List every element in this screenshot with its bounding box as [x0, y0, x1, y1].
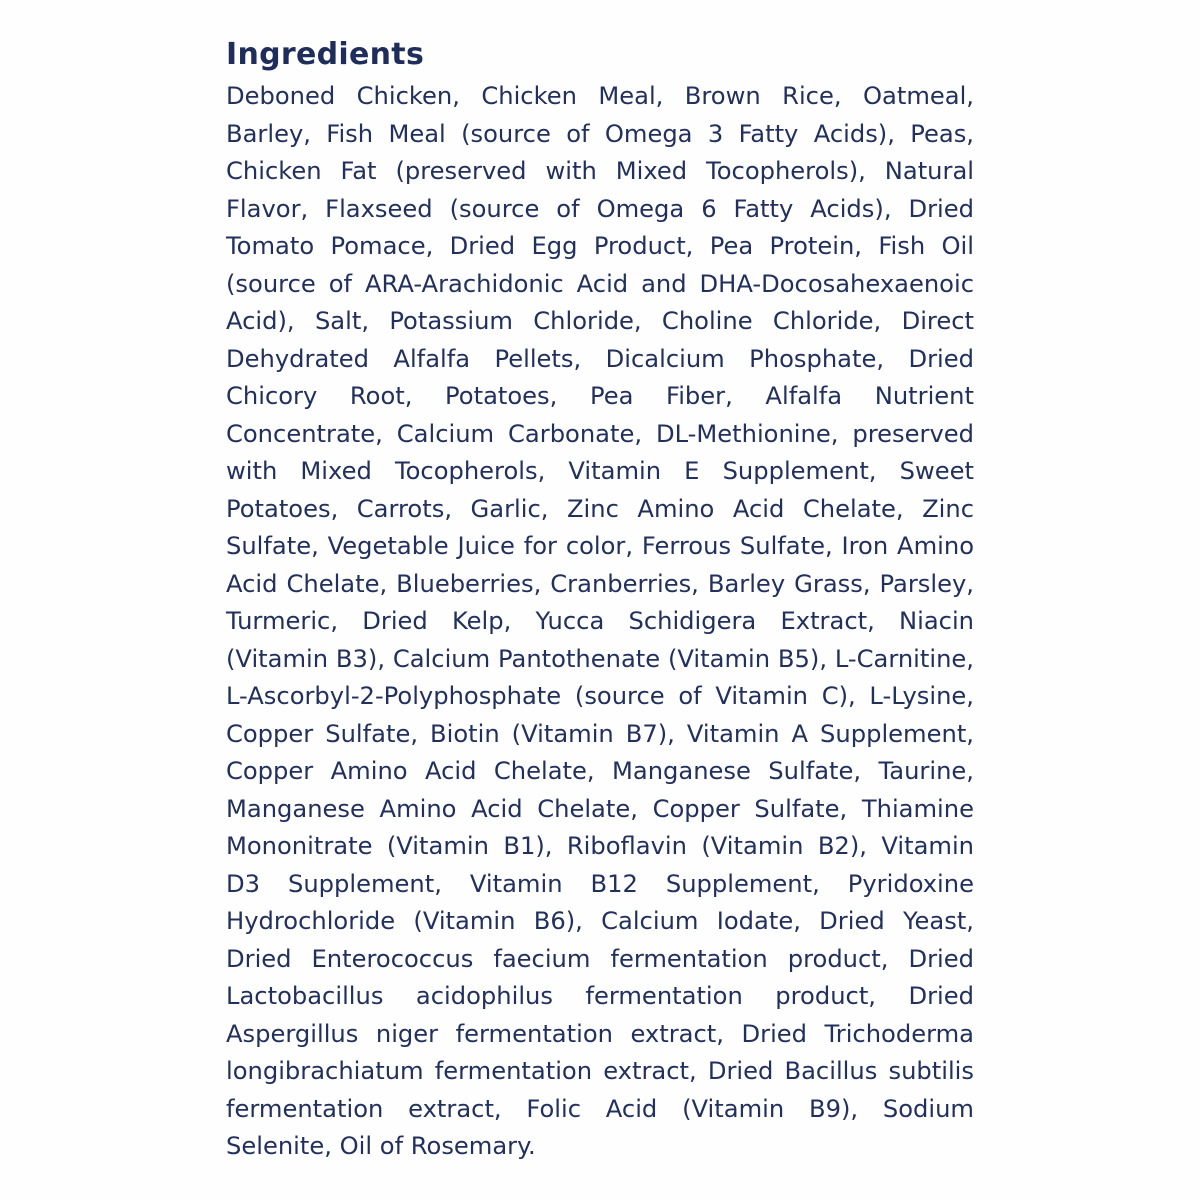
ingredients-list: Deboned Chicken, Chicken Meal, Brown Rice, Oatmeal, Barley, Fish Meal (source of Omega 3 Fatty Acids), Peas, Chicken Fat (preserved with Mixed Tocopherols), Natural Flavor, Flaxseed (source of Omega 6 Fatty Acids), Dried Tomato Pomace, Dried Egg Product, Pea Protein, Fish Oil (source of ARA-Arachidonic Acid and DHA-Docosahexaenoic Acid), Salt, Potassium Chloride, Choline Chloride, Direct Dehydrated Alfalfa Pellets, Dicalcium Phosphate, Dried Chicory Root, Potatoes, Pea Fiber, Alfalfa Nutrient Concentrate, Calcium Carbonate, DL-Methionine, preserved with Mixed Tocopherols, Vitamin E Supplement, Sweet Potatoes, Carrots, Garlic, Zinc Amino Acid Chelate, Zinc Sulfate, Vegetable Juice for color, Ferrous Sulfate, Iron Amino Acid Chelate, Blueberries, Cranberries, Barley Grass, Parsley, Turmeric, Dried Kelp, Yucca Schidigera Extract, Niacin (Vitamin B3), Calcium Pantothenate (Vitamin B5), L-Carnitine, L-Ascorbyl-2-Polyphosphate (source of Vitamin C), L-Lysine, Copper Sulfate, Biotin (Vitamin B7), Vitamin A Supplement, Copper Amino Acid Chelate, Manganese Sulfate, Taurine, Manganese Amino Acid Chelate, Copper Sulfate, Thiamine Mononitrate (Vitamin B1), Riboflavin (Vitamin B2), Vitamin D3 Supplement, Vitamin B12 Supplement, Pyridoxine Hydrochloride (Vitamin B6), Calcium Iodate, Dried Yeast, Dried Enterococcus faecium fermentation product, Dried Lactobacillus acidophilus fermentation product, Dried Aspergillus niger fermentation extract, Dried Trichoderma longibrachiatum fermentation extract, Dried Bacillus subtilis fermentation extract, Folic Acid (Vitamin B9), Sodium Selenite, Oil of Rosemary. [226, 82, 974, 1160]
ingredients-heading: Ingredients [226, 37, 425, 72]
ingredients-panel [226, 36, 974, 1166]
